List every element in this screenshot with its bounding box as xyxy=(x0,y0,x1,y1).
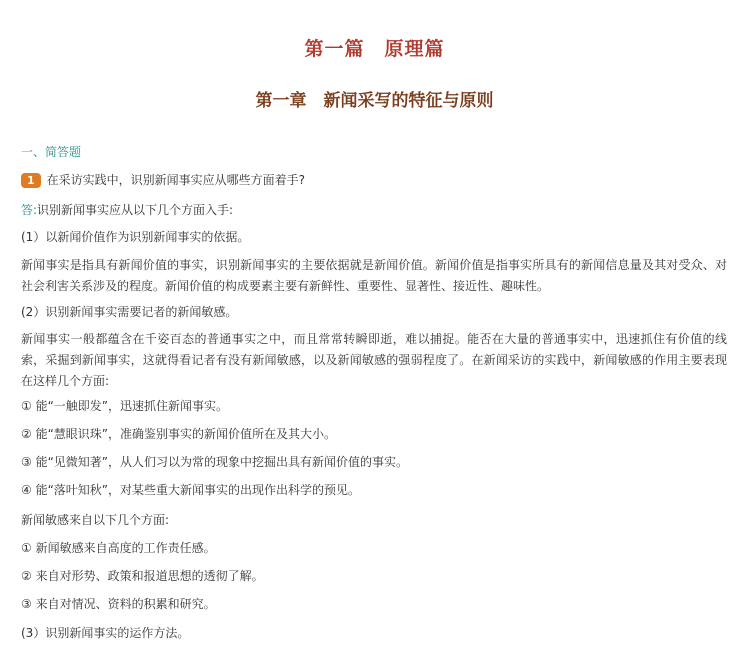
list-item-sense-2: ② 能“慧眼识珠”，准确鉴别事实的新闻价值所在及其大小。 xyxy=(21,427,337,441)
answer-label: 答: xyxy=(21,203,38,217)
section-heading: 一、简答题 xyxy=(21,145,82,159)
list-item-sense-3: ③ 能“见微知著”，从人们习以为常的现象中挖掘出具有新闻价值的事实。 xyxy=(21,455,409,469)
question xyxy=(21,171,305,188)
question-text: 在采访实践中，识别新闻事实应从哪些方面着手? xyxy=(46,173,306,187)
list-item-source-3: ③ 来自对情况、资料的积累和研究。 xyxy=(21,597,216,611)
paragraph-news-sense: 新闻事实一般都蕴含在千姿百态的普通事实之中，而且常常转瞬即逝，难以捕捉。能否在大量的普通事实中，迅速抓住有价值的线索，采掘到新闻事实，这就得看记者有没有新闻敏感，以及新闻敏感的强弱程度了。在新闻采访的实践中，新闻敏感的作用主要表现在这样几个方面: xyxy=(21,332,727,388)
answer-intro-text: 识别新闻事实应从以下几个方面入手: xyxy=(37,203,234,217)
list-item-sense-4: ④ 能“落叶知秋”，对某些重大新闻事实的出现作出科学的预见。 xyxy=(21,483,361,497)
paragraph-point-1: (1）以新闻价值作为识别新闻事实的依据。 xyxy=(21,230,250,244)
list-item-source-2: ② 来自对形势、政策和报道思想的透彻了解。 xyxy=(21,569,264,583)
paragraph-sense-sources: 新闻敏感来自以下几个方面: xyxy=(21,513,170,527)
paragraph-news-value: 新闻事实是指具有新闻价值的事实，识别新闻事实的主要依据就是新闻价值。新闻价值是指事实所具有的新闻信息量及其对受众、对社会利害关系涉及的程度。新闻价值的构成要素主要有新鲜性、重要性、显著性、接近性、趣味性。 xyxy=(21,258,727,293)
paragraph-point-3: (3）识别新闻事实的运作方法。 xyxy=(21,626,190,640)
answer-intro xyxy=(21,201,233,218)
question-number-badge: 1 xyxy=(21,173,41,188)
list-item-sense-1: ① 能“一触即发”，迅速抓住新闻事实。 xyxy=(21,399,229,413)
chapter-title: 第一章 新闻采写的特征与原则 xyxy=(255,91,494,111)
list-item-source-1: ① 新闻敏感来自高度的工作责任感。 xyxy=(21,541,216,555)
paragraph-point-2: (2）识别新闻事实需要记者的新闻敏感。 xyxy=(21,305,238,319)
part-title: 第一篇 原理篇 xyxy=(304,38,445,60)
